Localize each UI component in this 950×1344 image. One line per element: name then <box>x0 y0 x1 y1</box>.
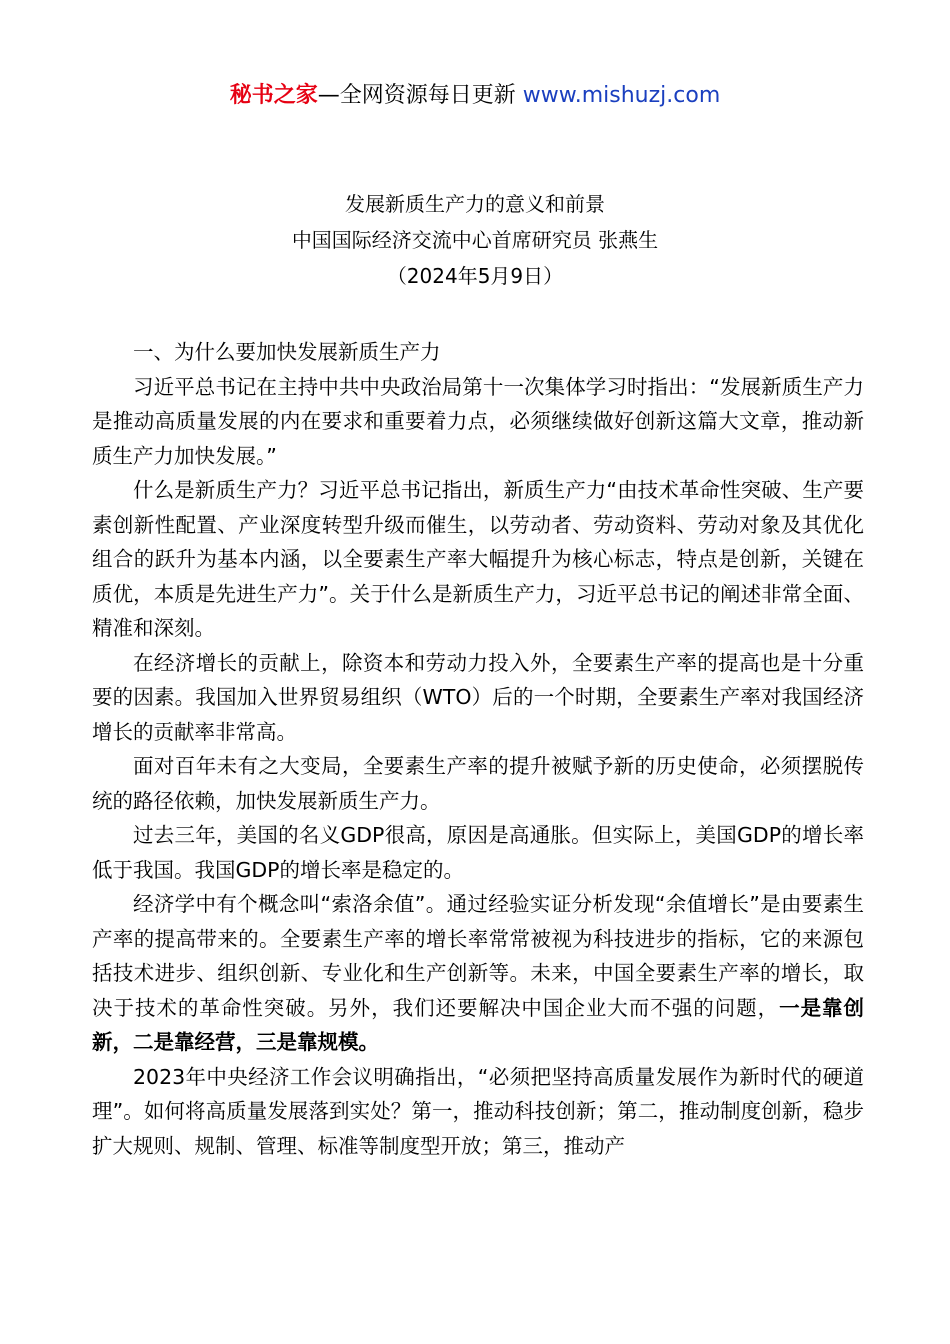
paragraph: 过去三年，美国的名义GDP很高，原因是高通胀。但实际上，美国GDP的增长率低于我国。我国GDP的增长率是稳定的。 <box>92 823 864 882</box>
paragraph <box>92 887 864 1060</box>
site-banner <box>0 80 950 112</box>
paragraph: 面对百年未有之大变局，全要素生产率的提升被赋予新的历史使命，必须摆脱传统的路径依赖，加快发展新质生产力。 <box>92 754 864 813</box>
paragraph: 2023年中央经济工作会议明确指出，“必须把坚持高质量发展作为新时代的硬道理”。如何将高质量发展落到实处？第一，推动科技创新；第二，推动制度创新，稳步扩大规则、规制、管理、标准等制度型开放；第三，推动产 <box>92 1064 864 1158</box>
banner-tagline: —全网资源每日更新 <box>317 83 523 108</box>
banner-brand: 秘书之家 <box>229 83 318 108</box>
paragraph: 习近平总书记在主持中共中央政治局第十一次集体学习时指出：“发展新质生产力是推动高质量发展的内在要求和重要着力点，必须继续做好创新这篇大文章，推动新质生产力加快发展。” <box>92 374 864 468</box>
paragraph: 什么是新质生产力？习近平总书记指出，新质生产力“由技术革命性突破、生产要素创新性配置、产业深度转型升级而催生，以劳动者、劳动资料、劳动对象及其优化组合的跃升为基本内涵，以全要素生产率大幅提升为核心标志，特点是创新，关键在质优，本质是先进生产力”。关于什么是新质生产力，习近平总书记的阐述非常全面、精准和深刻。 <box>92 478 864 640</box>
section-heading: 一、为什么要加快发展新质生产力 <box>133 340 441 364</box>
banner-url-link[interactable]: www.mishuzj.com <box>522 83 721 108</box>
paragraph-text: 经济学中有个概念叫“索洛余值”。通过经验实证分析发现“余值增长”是由要素生产率的提高带来的。全要素生产率的增长率常常被视为科技进步的指标，它的来源包括技术进步、组织创新、专业化和生产创新等。未来，中国全要素生产率的增长，取决于技术的革命性突破。另外，我们还要解决中国企业大而不强的问题， <box>92 892 864 1020</box>
document-author: 中国国际经济交流中心首席研究员 张燕生 <box>291 228 659 252</box>
document-date: （2024年5月9日） <box>386 264 564 288</box>
paragraph-bold-text: 一是靠创新，二是靠经营，三是靠规模。 <box>92 995 865 1054</box>
document-body <box>92 335 864 1163</box>
title-block <box>0 186 950 294</box>
paragraph: 在经济增长的贡献上，除资本和劳动力投入外，全要素生产率的提高也是十分重要的因素。我国加入世界贸易组织（WTO）后的一个时期，全要素生产率对我国经济增长的贡献率非常高。 <box>92 650 864 744</box>
document-title: 发展新质生产力的意义和前景 <box>345 192 605 216</box>
